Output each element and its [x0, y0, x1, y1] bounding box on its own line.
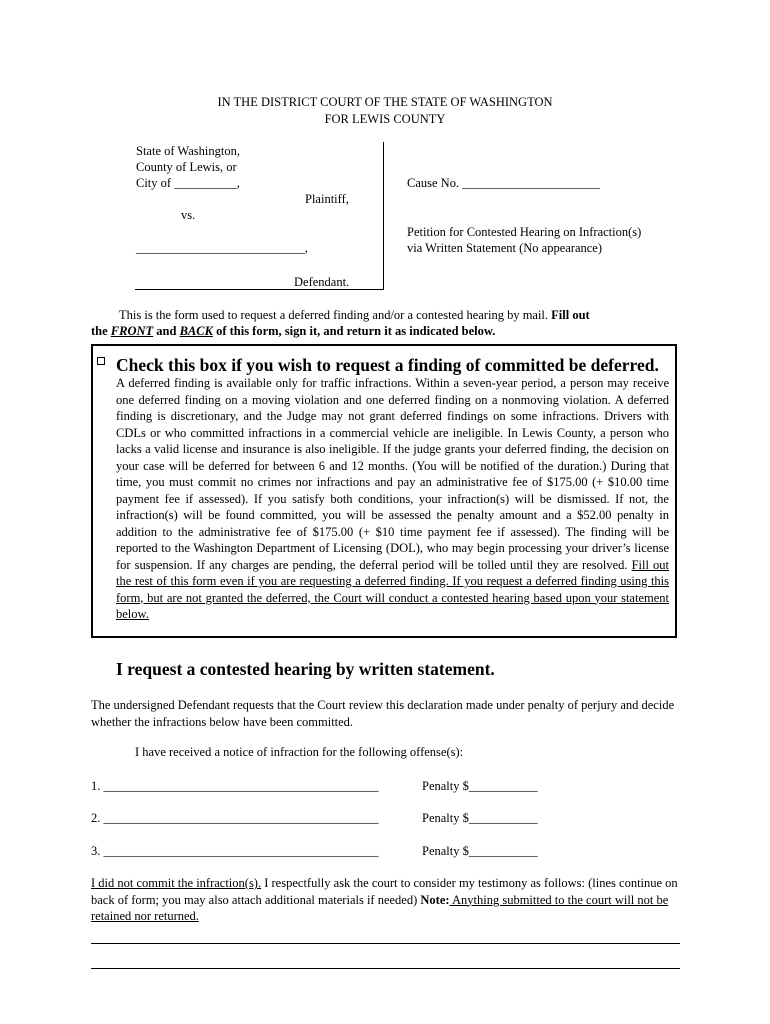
caption-bottom-rule [135, 289, 384, 290]
offense-number: 1. [91, 779, 101, 793]
deferred-finding-heading: Check this box if you wish to request a finding of committed be deferred. [116, 355, 659, 375]
intro-front: FRONT [110, 324, 154, 338]
caption-state: State of Washington, [136, 144, 240, 158]
court-title-line2: FOR LEWIS COUNTY [324, 112, 446, 126]
offense-row-3 [91, 843, 538, 859]
caption-city: City of __________, [136, 176, 240, 190]
intro-back: BACK [179, 324, 213, 338]
offense-blank[interactable]: ____________________________________________ [103, 779, 379, 793]
deferred-finding-checkbox[interactable] [97, 357, 105, 365]
intro-paragraph [91, 307, 691, 339]
caption-plaintiff: Plaintiff, [305, 192, 349, 206]
offense-blank[interactable]: ____________________________________________ [103, 844, 379, 858]
testimony-request: I respectfully ask the court to consider my testimony as follows: (lines continue on back of form; you may also attach additional materials if needed) [91, 876, 678, 907]
deferred-finding-text [116, 375, 669, 623]
intro-and: and [153, 324, 180, 338]
notice-of-infraction: I have received a notice of infraction for the following offense(s): [135, 745, 464, 759]
penalty-field[interactable]: Penalty $___________ [422, 811, 538, 825]
petition-title-line2: via Written Statement (No appearance) [407, 241, 603, 255]
testimony-paragraph [91, 875, 681, 925]
testimony-line-1[interactable] [91, 943, 680, 944]
contested-hearing-heading: I request a contested hearing by written statement. [116, 659, 495, 679]
deferred-finding-body: A deferred finding is available only for traffic infractions. Within a seven-year period, a person may receive one deferred finding on a moving violation and one deferred finding on a nonmoving violation. A deferred finding is discretionary, and the Judge may not grant deferred findings on some infractions. Drivers with CDLs or who committed infractions in a commercial vehicle are ineligible. In Lewis County, a person who lacks a valid license and insurance is also ineligible. If the judge grants your deferred finding, the decision on your case will be deferred for between 6 and 12 months. (You will be notified of the duration.) During that time, you must commit no crimes nor infractions and pay an administrative fee of $175.00 (+ $10.00 time payment fee if assessed). If you satisfy both conditions, your infraction(s) will be dismissed. If not, the infraction(s) will be found committed, you will be assessed the penalty amount and a $52.00 penalty in addition to the administrative fee of $175.00 (+ $10 time payment fee if assessed). The finding will be reported to the Washington Department of Licensing (DOL), who may begin processing your driver’s license for suspension. If any charges are pending, the deferral period will be tolled until they are resolved. [116, 376, 669, 572]
caption-vs: vs. [181, 208, 196, 222]
not-committed-statement: I did not commit the infraction(s). [91, 876, 262, 890]
offense-blank[interactable]: ____________________________________________ [103, 811, 379, 825]
caption-county: County of Lewis, or [136, 160, 237, 174]
offense-row-1 [91, 778, 538, 794]
offense-number: 2. [91, 811, 101, 825]
note-label: Note: [420, 892, 450, 907]
penalty-field[interactable]: Penalty $___________ [422, 779, 538, 793]
intro-fill-out: Fill out [551, 308, 590, 322]
petition-title-line1: Petition for Contested Hearing on Infraction(s) [407, 225, 642, 239]
note-text: Anything submitted to the court will not be retained nor returned. [91, 892, 669, 923]
testimony-line-2[interactable] [91, 968, 680, 969]
cause-number-field[interactable]: Cause No. ______________________ [407, 176, 600, 190]
intro-the: the [91, 324, 111, 338]
penalty-field[interactable]: Penalty $___________ [422, 844, 538, 858]
court-title-line1: IN THE DISTRICT COURT OF THE STATE OF WASHINGTON [217, 95, 553, 109]
caption-defendant: Defendant. [294, 275, 350, 289]
offense-number: 3. [91, 844, 101, 858]
intro-text: This is the form used to request a deferred finding and/or a contested hearing by mail. [119, 308, 552, 322]
deferred-finding-underlined-note: Fill out the rest of this form even if you are requesting a deferred finding. If you request a deferred finding using this form, but are not granted the deferred, the Court will conduct a contested hearing based upon your statement below. [116, 557, 670, 621]
offense-row-2 [91, 810, 538, 826]
declaration-paragraph: The undersigned Defendant requests that the Court review this declaration made under penalty of perjury and decide whether the infractions below have been committed. [91, 698, 675, 729]
intro-instructions: of this form, sign it, and return it as indicated below. [212, 324, 496, 338]
caption-defendant-blank: ___________________________, [136, 241, 308, 255]
caption-vertical-divider [383, 142, 384, 290]
